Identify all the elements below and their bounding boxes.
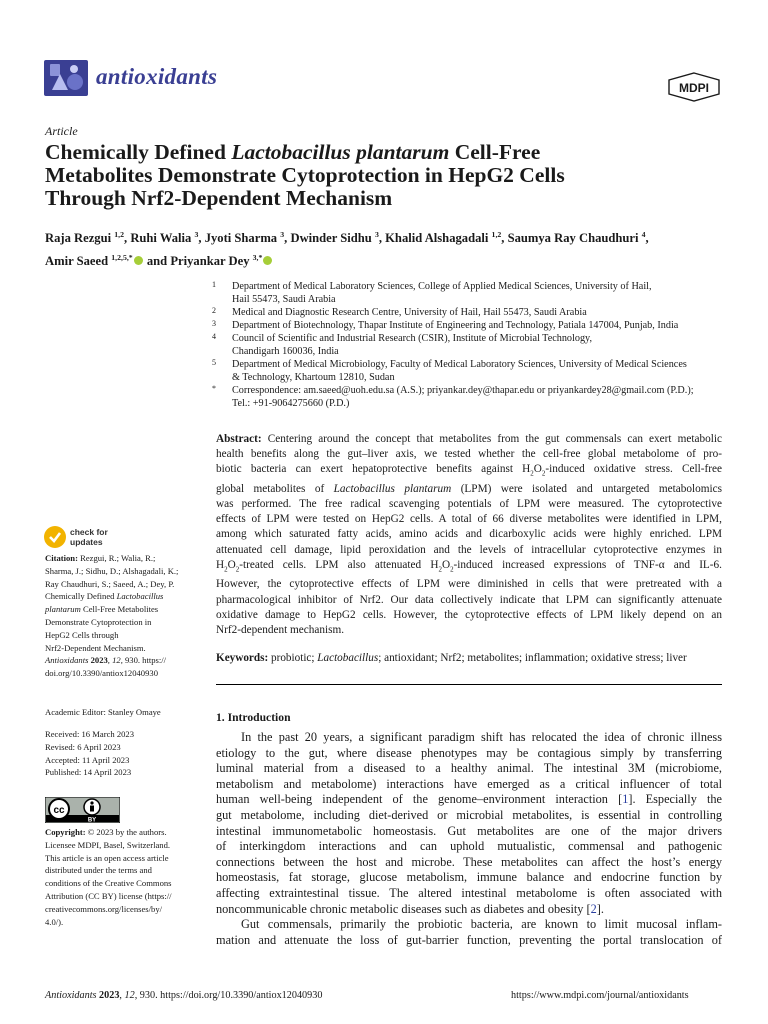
citation-text: Chemically Defined	[45, 591, 117, 602]
academic-editor: Academic Editor: Stanley Omaye	[45, 707, 161, 717]
citation-doi-link[interactable]: doi.org/10.3390/antiox12040930	[45, 668, 158, 679]
affiliation-item	[212, 280, 724, 306]
published-date: Published: 14 April 2023	[45, 767, 132, 778]
footer-text: ,	[119, 990, 125, 1001]
body-line: gut metabolome, including diet-derived or microbial metabolites, is essential in controlling	[216, 807, 722, 822]
author-affil: 1,2	[491, 230, 502, 239]
citation-text: Ray Chaudhuri, S.; Saeed, A.; Dey, P.	[45, 578, 175, 589]
affiliation-text: Chandigarh 160036, India	[232, 346, 339, 357]
citation-block	[45, 552, 195, 680]
citation-species: Lactobacillus	[116, 591, 164, 602]
affiliations	[212, 280, 724, 410]
affiliation-text: Department of Biotechnology, Thapar Institute of Engineering and Technology, Patiala 147004, Punjab, India	[232, 320, 679, 331]
keywords	[216, 651, 722, 666]
affiliation-item	[212, 358, 724, 384]
affiliation-number: 5	[212, 358, 216, 367]
affiliation-text: & Technology, Khartoum 12810, Sudan	[232, 372, 395, 383]
abstract-text: attenuated cell damage, lipid peroxidation and the levels of intracellular cytoprotective enzymes in	[216, 543, 722, 556]
license-link[interactable]: 4.0/).	[45, 916, 64, 927]
author-name[interactable]: Amir Saeed	[45, 254, 109, 269]
copyright-text: This article is an open access article	[45, 852, 169, 863]
subscript: 2	[450, 565, 454, 574]
citation-text: Rezgui, R.; Walia, R.;	[77, 553, 156, 563]
separator: ,	[378, 231, 386, 246]
title-line-3: Through Nrf2-Dependent Mechanism	[45, 186, 393, 210]
citation-text: , 930. https://	[120, 655, 167, 666]
author-name[interactable]: Priyankar Dey	[170, 254, 250, 269]
journal-logo-icon	[44, 60, 88, 96]
copyright-block	[45, 826, 195, 928]
author-name[interactable]: Raja Rezgui	[45, 231, 112, 246]
author-affil: 3	[280, 230, 285, 239]
affiliation-text: Medical and Diagnostic Research Centre, University of Hail, Hail 55473, Saudi Arabia	[232, 307, 587, 318]
affiliation-item	[212, 332, 724, 358]
keywords-label: Keywords:	[216, 652, 269, 664]
body-text: ]. Especially the	[628, 792, 722, 807]
revised-date: Revised: 6 April 2023	[45, 741, 121, 752]
affiliation-item	[212, 306, 724, 319]
body-text: noncommunicable chronic metabolic diseases such as diabetes and obesity [	[216, 901, 591, 916]
mdpi-logo-icon[interactable]	[667, 72, 721, 102]
subscript: 2	[224, 565, 228, 574]
author-name[interactable]: Khalid Alshagadali	[385, 231, 489, 246]
title-part: Cell-Free	[449, 140, 541, 164]
introduction-body	[216, 730, 722, 948]
citation-text: Cell-Free Metabolites	[80, 604, 159, 615]
cc-by-license-badge[interactable]	[45, 797, 120, 823]
separator: ,	[198, 231, 205, 246]
author-name[interactable]: Ruhi Walia	[130, 231, 192, 246]
keywords-text: ; antioxidant; Nrf2; metabolites; inflammation; oxidative stress; liver	[378, 652, 687, 664]
footer-journal: Antioxidants	[45, 990, 97, 1001]
abstract-text: was performed. The free radical scavenging potentials of LPM were measured. The cytoprotective	[216, 498, 722, 511]
title-species: Lactobacillus plantarum	[231, 140, 450, 164]
body-text: ].	[596, 901, 604, 916]
correspondence-phone: Tel.: +91-9064275660 (P.D.)	[232, 398, 350, 409]
title-line-2: Metabolites Demonstrate Cytoprotection in HepG2 Cells	[45, 163, 565, 187]
subscript: 2	[235, 565, 240, 574]
author-affil: 1,2,5,*	[111, 253, 133, 263]
abstract-text: health benefits along the gut–liver axis, we tested whether the cell-free global metabolome of pro-	[216, 448, 722, 461]
abstract-label: Abstract:	[216, 433, 262, 445]
license-link[interactable]: Attribution (CC BY) license (https://	[45, 890, 172, 901]
subscript: 2	[438, 565, 442, 574]
section-divider	[216, 684, 722, 685]
citation-link[interactable]: 2	[590, 901, 597, 916]
check-updates-line: check for	[70, 527, 108, 537]
cc-icon: cc	[53, 805, 65, 816]
footer-citation	[45, 990, 322, 1001]
footer-year: 2023	[96, 990, 120, 1001]
affiliation-number: 1	[212, 280, 216, 289]
abstract-text: However, the cytoprotective effects of LPM were diminished in cells that were pretreated with a	[216, 578, 722, 591]
article-type: Article	[45, 124, 78, 138]
body-line: connections between the host and microbe. These metabolites can affect the host’s energy	[216, 854, 722, 869]
publication-dates	[45, 728, 195, 779]
title-part: Chemically Defined	[45, 140, 232, 164]
body-line: metabolism and metabolome) interactions have emerged as a critical influencer of total	[216, 776, 722, 791]
abstract-text: among which saturated fatty acids, amino acids and dicarboxylic acids were highly enriched. LPM	[216, 528, 722, 541]
author-affil: 1,2	[114, 230, 125, 239]
abstract-text: oxidative damage to HepG2 cells. However, the cytoprotective effects of LPM likely depend on an	[216, 608, 722, 621]
citation-link[interactable]: 1	[622, 792, 629, 807]
abstract-text: (LPM) were isolated and untargeted metabolomics	[451, 482, 722, 495]
abstract-text: global metabolites of	[216, 482, 334, 495]
abstract-text: O	[227, 558, 236, 571]
article-title	[45, 141, 725, 210]
abstract-text: Nrf2-dependent mechanism.	[216, 623, 345, 636]
abstract-text: O	[533, 463, 542, 476]
author-name[interactable]: Dwinder Sidhu	[290, 231, 372, 246]
section-heading: 1. Introduction	[216, 711, 291, 724]
copyright-text: © 2023 by the authors.	[85, 827, 167, 837]
affiliation-number: *	[212, 384, 216, 393]
abstract-text: O	[441, 558, 451, 571]
by-label: BY	[87, 817, 97, 823]
citation-text: HepG2 Cells through	[45, 629, 119, 640]
license-link[interactable]: creativecommons.org/licenses/by/	[45, 903, 163, 914]
citation-text: Sharma, J.; Sidhu, D.; Alshagadali, K.;	[45, 565, 179, 576]
author-affil: 4	[641, 230, 646, 239]
check-for-updates-button[interactable]	[44, 526, 144, 550]
footer-journal-url[interactable]: https://www.mdpi.com/journal/antioxidants	[511, 990, 689, 1001]
abstract-text: H	[216, 558, 225, 571]
author-affil: 3	[194, 230, 199, 239]
citation-text: Nrf2-Dependent Mechanism.	[45, 642, 146, 653]
affiliation-text: Hail 55473, Saudi Arabia	[232, 294, 336, 305]
correspondence-item	[212, 384, 724, 410]
mdpi-logo-text: MDPI	[679, 81, 709, 95]
abstract-text: -induced increased expressions of TNF-α and IL-6.	[453, 558, 722, 571]
orcid-icon[interactable]	[134, 256, 143, 265]
author-list	[45, 225, 735, 271]
abstract	[216, 432, 722, 638]
body-line: Gut commensals, primarily the probiotic bacteria, are known to limit mucosal inflam-	[241, 917, 722, 932]
subscript: 2	[541, 469, 546, 478]
copyright-text: Licensee MDPI, Basel, Switzerland.	[45, 839, 171, 850]
abstract-text: effects of LPM were tested on HepG2 cells. A total of 66 diverse metabolites were identified in LPM,	[216, 513, 722, 526]
attribution-icon	[90, 801, 93, 804]
check-updates-line: updates	[70, 536, 103, 547]
copyright-text: conditions of the Creative Commons	[45, 878, 172, 889]
body-line: homeostasis, fat storage, glucose metabolism, immune balance and endocrine function by	[216, 870, 722, 885]
body-line: of interkingdom interactions and can uphold mutualistic, commensal and pathogenic	[216, 839, 722, 854]
body-line: affecting extraintestinal tissue. The altered intestinal metabolome is often associated with	[216, 885, 722, 900]
keywords-text: probiotic;	[271, 652, 318, 664]
copyright-label: Copyright:	[45, 827, 86, 837]
subscript: 2	[530, 469, 534, 478]
body-text: human well-being independent of the genome–environment interaction [	[216, 792, 623, 807]
body-line: intestinal immunometabolic homeostasis. Gut metabolites are one of the major drivers	[216, 823, 722, 838]
citation-year: 2023	[88, 655, 108, 666]
keyword-species: Lactobacillus	[317, 652, 379, 664]
body-line: In the past 20 years, a significant paradigm shift has relocated the idea of chronic illness	[241, 730, 722, 744]
affiliation-text: Department of Medical Laboratory Sciences, College of Applied Medical Sciences, University of Hail,	[232, 281, 652, 292]
citation-volume: 12	[112, 655, 121, 666]
affiliation-text: Council of Scientific and Industrial Research (CSIR), Institute of Microbial Technology,	[232, 333, 593, 344]
affiliation-number: 4	[212, 332, 216, 341]
abstract-text: Centering around the concept that metabolites from the gut commensals can exert metabolic	[267, 433, 722, 445]
author-affil: 3	[374, 230, 379, 239]
accepted-date: Accepted: 11 April 2023	[45, 754, 130, 765]
author-affil: 3,*	[252, 253, 263, 263]
citation-text: Demonstrate Cytoprotection in	[45, 616, 152, 627]
abstract-text: biotic bacteria can exert hepatoprotective benefits against H	[216, 463, 531, 476]
footer-doi-link[interactable]: , 930. https://doi.org/10.3390/antiox12040930	[134, 990, 323, 1001]
correspondence-text[interactable]: Correspondence: am.saeed@uoh.edu.sa (A.S.); priyankar.dey@thapar.edu or priyankardey28@gmail.com (P.D.);	[232, 385, 694, 396]
footer-volume: 12	[124, 990, 135, 1001]
affiliation-text: Department of Medical Microbiology, Faculty of Medical Laboratory Sciences, University of Medical Sciences	[232, 359, 687, 370]
orcid-icon[interactable]	[263, 256, 272, 265]
abstract-text: -induced oxidative stress. Cell-free	[545, 463, 722, 476]
received-date: Received: 16 March 2023	[45, 729, 135, 739]
abstract-text: -treated cells. LPM also attenuated H	[239, 558, 439, 571]
conjunction: and	[143, 254, 171, 269]
author-name[interactable]: Jyoti Sharma	[204, 231, 278, 246]
author-name[interactable]: Saumya Ray Chaudhuri	[507, 231, 639, 246]
abstract-text: pharmacological inhibitor of Nrf2. Our data collectively indicate that LPM can significantly attenuate	[216, 593, 722, 606]
check-updates-icon	[44, 526, 66, 548]
citation-text: ,	[107, 655, 113, 666]
citation-species: plantarum	[45, 604, 81, 615]
check-updates-label	[70, 528, 108, 547]
body-line: mation and attenuate the loss of gut-barrier function, preventing the portal translocation of	[216, 932, 722, 947]
separator: ,	[645, 231, 649, 246]
affiliation-item	[212, 319, 724, 332]
citation-journal: Antioxidants	[45, 655, 89, 666]
body-line: etiology to the gut, where disease phenotypes may be contagious simply by transferring	[216, 745, 722, 760]
citation-label: Citation:	[45, 553, 78, 563]
affiliation-number: 2	[212, 306, 216, 315]
separator: ,	[124, 231, 131, 246]
copyright-text: distributed under the terms and	[45, 865, 152, 876]
species-name: Lactobacillus plantarum	[333, 482, 452, 495]
journal-name[interactable]: antioxidants	[96, 64, 218, 89]
affiliation-number: 3	[212, 319, 216, 328]
separator: ,	[501, 231, 508, 246]
body-line: luminal material from a diseased to a healthy animal. The intestinal 3M (microbiome,	[216, 761, 722, 776]
separator: ,	[284, 231, 291, 246]
